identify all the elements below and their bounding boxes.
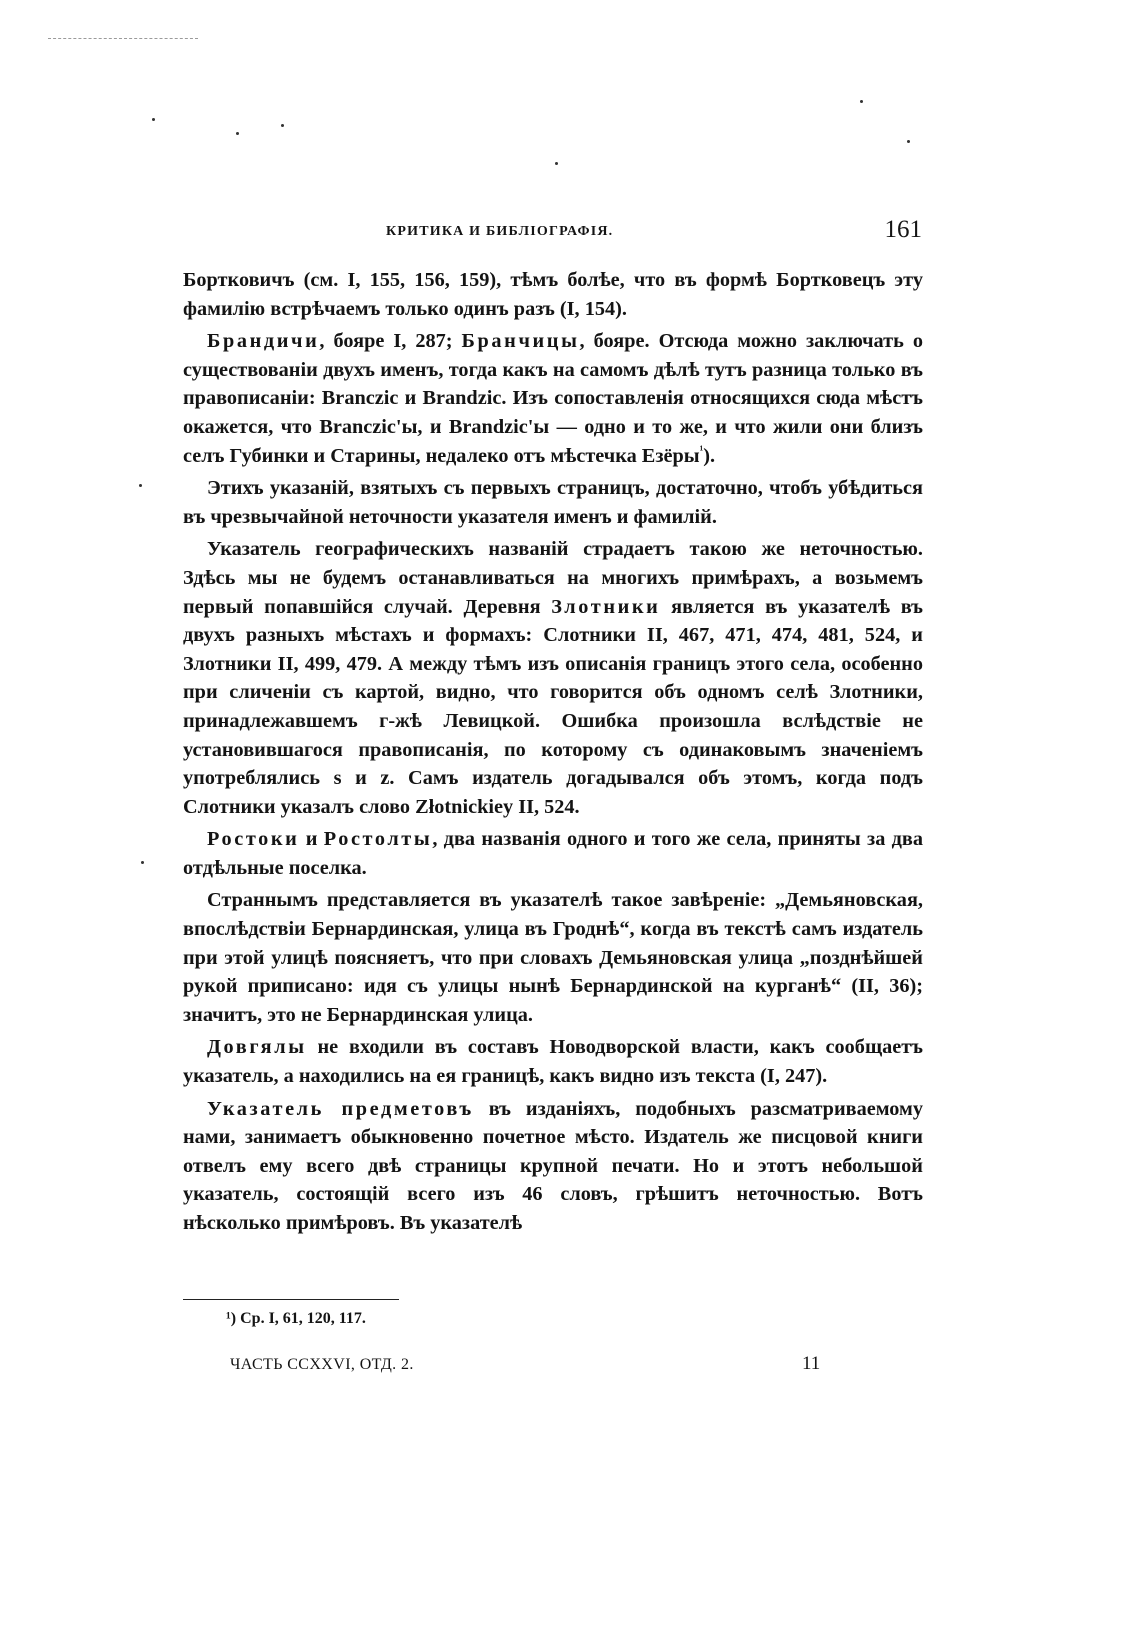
text-run: Бортковичъ (см. I, 155, 156, 159), тѣмъ болѣе, что въ формѣ Бортковецъ эту фамилію встрѣчаемъ только одинъ разъ (I, 154). <box>183 269 923 320</box>
scan-speck <box>281 124 284 127</box>
paragraph <box>183 474 923 531</box>
scan-speck <box>860 100 863 103</box>
paragraph <box>183 1095 923 1238</box>
scan-speck <box>152 118 155 121</box>
emphasized-term: Бранчицы <box>461 330 580 353</box>
paragraph <box>183 825 923 882</box>
page-number: 161 <box>884 216 922 243</box>
emphasized-term: Ростоки <box>207 828 300 851</box>
emphasized-term: Довгялы <box>207 1036 307 1059</box>
text-run: не входили въ составъ Новодворской власти, какъ сообщаетъ указатель, а находились на ея границѣ, какъ видно изъ текста (I, 247). <box>183 1036 923 1088</box>
paragraph <box>183 535 923 821</box>
scan-speck <box>141 861 144 864</box>
text-run: Страннымъ представляется въ указателѣ такое завѣреніе: „Демьяновская, впослѣдствіи Бернардинская, улица въ Гроднѣ“, когда въ текстѣ самъ издатель при этой улицѣ поясняетъ, что при словахъ Демьяновская улица „позднѣйшей рукой приписано: идя съ улицы нынѣ Бернардинской на курганѣ“ (II, 36); значитъ, это не Бернардинская улица. <box>183 889 923 1026</box>
text-run: , бояре I, 287; <box>319 330 462 353</box>
text-run: , бояре. Отсюда можно заключать о существованіи двухъ именъ, тогда какъ на самомъ дѣлѣ тутъ разница только въ правописаніи: Branczic и Brandzic. Изъ сопоставленія относящихся сюда мѣстъ окажется, что Branczic'ы, и Brandzic'ы — одно и то же, и что жили они близъ селъ Губинки и Старины, недалеко отъ мѣстечка Езёры <box>183 330 924 467</box>
footnote-rule <box>183 1299 399 1300</box>
text-run: ). <box>703 444 716 467</box>
signature-number: 11 <box>802 1353 821 1374</box>
footnote-ref: ¹ <box>699 442 704 457</box>
running-title: КРИТИКА И БИБЛІОГРАФІЯ. <box>386 224 614 239</box>
scan-speck <box>907 140 910 143</box>
paragraph <box>183 886 923 1029</box>
emphasized-term: Брандичи <box>207 330 320 353</box>
printer-signature: ЧАСТЬ CCXXVI, ОТД. 2. <box>230 1356 414 1373</box>
scan-speck <box>139 484 142 487</box>
scan-speck <box>555 162 558 165</box>
paragraph <box>183 327 923 470</box>
text-run: въ изданіяхъ, подобныхъ разсматриваемому нами, занимаетъ обыкновенно почетное мѣсто. Издатель же писцовой книги отвелъ ему всего двѣ страницы крупной печати. Но и этотъ небольшой указатель, состоящій всего изъ 46 словъ, грѣшитъ неточностью. Вотъ нѣсколько примѣровъ. Въ указателѣ <box>183 1097 923 1234</box>
body-text <box>183 266 923 1242</box>
emphasized-term: Указатель предметовъ <box>207 1097 474 1120</box>
text-run: , два названія одного и того же села, приняты за два отдѣльные поселка. <box>183 828 924 879</box>
paragraph <box>183 1033 923 1090</box>
text-run: является въ указателѣ въ двухъ разныхъ мѣстахъ и формахъ: Слотники II, 467, 471, 474, 481, 524, и Злотники II, 499, 479. А между тѣмъ изъ описанія границъ этого села, особенно при сличеніи съ картой, видно, что говорится объ одномъ селѣ Злотники, принадлежавшемъ г-жѣ Левицкой. Ошибка произошла вслѣдствіе не установившагося правописанія, по которому съ одинаковымъ значеніемъ употреблялись s и z. Самъ издатель догадывался объ этомъ, когда подъ Слотники указалъ слово Złotnickiey II, 524. <box>183 595 923 818</box>
paragraph <box>183 266 923 323</box>
emphasized-term: Злотники <box>551 595 661 618</box>
scan-artifact-line <box>48 38 198 39</box>
text-run: Указатель географическихъ названій страдаетъ такою же неточностью. Здѣсь мы не будемъ останавливаться на многихъ примѣрахъ, а возьмемъ первый попавшійся случай. Деревня <box>183 538 923 618</box>
text-run: Этихъ указаній, взятыхъ съ первыхъ страницъ, достаточно, чтобъ убѣдиться въ чрезвычайной неточности указателя именъ и фамилій. <box>183 477 923 528</box>
page-header <box>196 216 922 250</box>
text-run: и <box>299 828 324 851</box>
emphasized-term: Ростолты <box>323 828 433 851</box>
scan-speck <box>236 132 239 135</box>
footnote: ¹) Ср. I, 61, 120, 117. <box>226 1310 366 1327</box>
